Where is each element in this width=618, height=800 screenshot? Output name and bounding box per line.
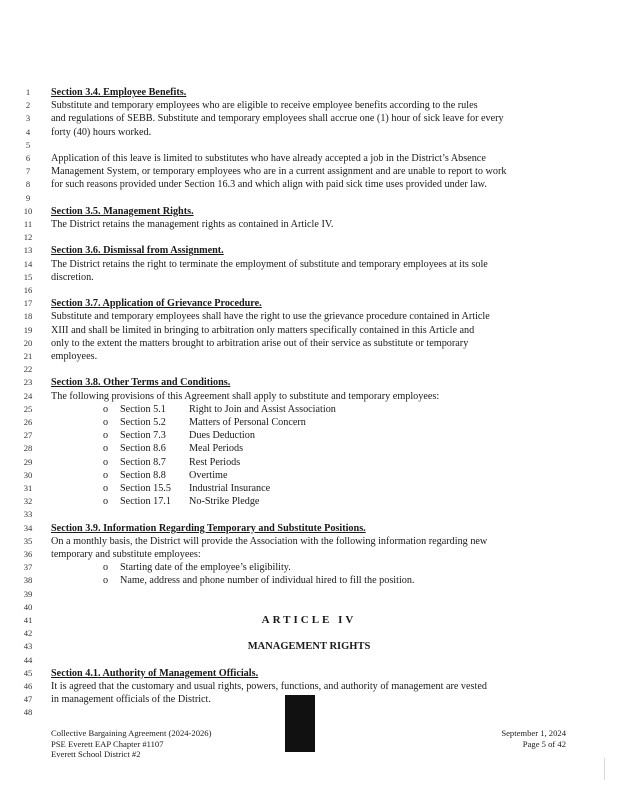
line-number: 42 (23, 628, 33, 639)
document-line (0, 297, 618, 310)
line-number: 34 (23, 522, 33, 533)
document-line (0, 218, 618, 231)
document-line (0, 654, 618, 667)
provision-title: Matters of Personal Concern (189, 417, 306, 428)
body-text: only to the extent the matters brought to arbitration arise out of their service as substitute or temporary (51, 337, 469, 349)
line-number: 19 (23, 324, 33, 335)
provision-section: Section 5.2 (120, 417, 166, 428)
document-line (0, 178, 618, 191)
document-line (0, 231, 618, 244)
document-line (0, 271, 618, 284)
document-line (0, 456, 618, 469)
line-number: 46 (23, 681, 33, 691)
document-line (0, 363, 618, 376)
document-line (0, 627, 618, 640)
bullet-marker: o (103, 562, 109, 574)
document-line (0, 284, 618, 297)
footer-agreement: Collective Bargaining Agreement (2024-2026) (51, 728, 212, 738)
line-number: 40 (23, 601, 33, 612)
document-line (0, 482, 618, 495)
line-number: 16 (23, 285, 33, 295)
footer-chapter: PSE Everett EAP Chapter #1107 (51, 738, 164, 749)
line-number: 7 (25, 166, 31, 177)
document-line (0, 310, 618, 323)
document-line (0, 601, 618, 614)
bullet-text: Starting date of the employee’s eligibility. (120, 562, 291, 574)
line-number: 38 (23, 575, 33, 586)
document-line (0, 205, 618, 218)
document-line (0, 258, 618, 271)
line-number: 41 (23, 615, 33, 625)
footer-district: Everett School District #2 (51, 749, 141, 759)
body-text: forty (40) hours worked. (51, 126, 152, 138)
document-line (0, 165, 618, 178)
line-number: 27 (23, 430, 33, 441)
section-heading: Section 3.4. Employee Benefits. (51, 87, 187, 98)
body-text: in management officials of the District. (51, 694, 211, 706)
document-line (0, 324, 618, 337)
provision-section: Section 5.1 (120, 403, 166, 415)
document-line (0, 495, 618, 508)
document-line (0, 86, 618, 99)
line-number: 21 (23, 351, 33, 361)
document-line (0, 667, 618, 680)
body-text: and regulations of SEBB. Substitute and temporary employees shall accrue one (1) hour of sick leave for every (51, 113, 504, 125)
body-text: employees. (51, 351, 98, 362)
document-line (0, 522, 618, 535)
document-line (0, 192, 618, 205)
line-number: 37 (23, 562, 33, 573)
document-line (0, 640, 618, 653)
line-number: 35 (23, 535, 33, 546)
footer-date: September 1, 2024 (501, 728, 566, 738)
bullet-marker: o (103, 456, 109, 468)
line-number: 31 (23, 483, 33, 493)
body-text: The District retains the management rights as contained in Article IV. (51, 219, 334, 230)
bullet-marker: o (103, 496, 109, 508)
provision-section: Section 8.7 (120, 456, 166, 468)
bullet-marker: o (103, 443, 109, 455)
section-heading: Section 3.8. Other Terms and Conditions. (51, 377, 231, 389)
provision-section: Section 8.8 (120, 469, 166, 481)
document-line (0, 614, 618, 627)
document-line (0, 126, 618, 139)
provision-title: Right to Join and Assist Association (189, 403, 336, 415)
body-text: for such reasons provided under Section 16.3 and which align with paid sick time uses provided under law. (51, 179, 487, 191)
bullet-text: Name, address and phone number of individual hired to fill the position. (120, 575, 415, 587)
provision-section: Section 7.3 (120, 430, 166, 442)
provision-title: Dues Deduction (189, 430, 255, 442)
document-line (0, 112, 618, 125)
line-number: 32 (23, 496, 33, 507)
document-line (0, 390, 618, 403)
line-number: 12 (23, 232, 33, 243)
document-line (0, 548, 618, 561)
provision-title: Meal Periods (189, 443, 244, 455)
document-line (0, 244, 618, 257)
document-line (0, 535, 618, 548)
line-number: 30 (23, 469, 33, 480)
document-line (0, 680, 618, 693)
bullet-marker: o (103, 403, 109, 415)
line-number: 29 (23, 456, 33, 467)
body-text: Application of this leave is limited to substitutes who have already accepted a job in the District’s Absence (51, 153, 486, 164)
line-number: 11 (23, 219, 33, 229)
document-line (0, 350, 618, 363)
line-number: 23 (23, 377, 33, 388)
body-text: The District retains the right to terminate the employment of substitute and temporary employees at its sole (51, 258, 488, 270)
article-subheading: MANAGEMENT RIGHTS (247, 641, 371, 653)
line-number: 25 (23, 403, 33, 414)
line-number: 22 (23, 364, 33, 375)
line-number: 28 (23, 443, 33, 454)
provision-section: Section 17.1 (120, 496, 171, 508)
body-text: The following provisions of this Agreement shall apply to substitute and temporary employees: (51, 390, 440, 402)
document-line (0, 508, 618, 521)
document-line (0, 561, 618, 574)
document-line (0, 403, 618, 416)
line-number: 33 (23, 509, 33, 520)
line-number: 5 (25, 139, 31, 150)
document-line (0, 139, 618, 152)
line-number: 17 (23, 298, 33, 309)
line-number: 47 (23, 694, 33, 705)
section-heading: Section 3.7. Application of Grievance Procedure. (51, 298, 262, 310)
line-number: 13 (23, 245, 33, 256)
line-number: 20 (23, 337, 33, 348)
bullet-marker: o (103, 575, 109, 587)
document-line (0, 376, 618, 389)
line-number: 36 (23, 549, 33, 559)
line-number: 24 (23, 390, 33, 401)
document-line (0, 152, 618, 165)
line-number: 26 (23, 417, 33, 427)
body-text: XIII and shall be limited in bringing to arbitration only matters specifically contained in this Article and (51, 324, 475, 336)
provision-title: No-Strike Pledge (189, 496, 260, 508)
document-line (0, 574, 618, 587)
page-footer (0, 728, 618, 768)
document-line (0, 429, 618, 442)
section-heading: Section 3.9. Information Regarding Temporary and Substitute Positions. (51, 522, 366, 534)
line-number: 3 (25, 113, 31, 124)
line-number: 39 (23, 588, 33, 599)
line-number: 15 (23, 271, 33, 282)
document-line (0, 588, 618, 601)
document-line (0, 99, 618, 112)
line-number: 4 (25, 126, 31, 137)
line-number: 6 (25, 153, 31, 163)
body-text: temporary and substitute employees: (51, 549, 201, 560)
bullet-marker: o (103, 430, 109, 442)
provision-title: Overtime (189, 469, 228, 481)
line-number: 8 (25, 179, 31, 190)
body-text: Substitute and temporary employees who are eligible to receive employee benefits according to the rules (51, 100, 478, 112)
body-text: Substitute and temporary employees shall have the right to use the grievance procedure contained in Article (51, 311, 490, 323)
bullet-marker: o (103, 469, 109, 481)
line-number: 1 (25, 87, 31, 97)
document-line (0, 416, 618, 429)
body-text: Management System, or temporary employees who are in a current assignment and are unable to report to work (51, 166, 507, 178)
line-number: 9 (25, 192, 31, 203)
section-heading: Section 3.6. Dismissal from Assignment. (51, 245, 224, 257)
line-number: 48 (23, 707, 33, 718)
provision-section: Section 15.5 (120, 483, 171, 494)
document-line (0, 337, 618, 350)
line-number: 44 (23, 654, 33, 665)
provision-title: Rest Periods (189, 456, 241, 468)
bullet-marker: o (103, 417, 109, 428)
line-number: 43 (23, 641, 33, 652)
line-number: 18 (23, 311, 33, 322)
provision-section: Section 8.6 (120, 443, 166, 455)
body-text: It is agreed that the customary and usual rights, powers, functions, and authority of management are vested (51, 681, 487, 692)
line-number: 10 (23, 205, 33, 216)
article-heading: ARTICLE IV (261, 614, 357, 626)
bullet-marker: o (103, 483, 109, 494)
provision-title: Industrial Insurance (189, 483, 271, 494)
section-heading: Section 4.1. Authority of Management Officials. (51, 667, 259, 679)
line-number: 14 (23, 258, 33, 269)
body-text: discretion. (51, 271, 94, 283)
document-line (0, 442, 618, 455)
document-line (0, 469, 618, 482)
line-number: 45 (23, 667, 33, 678)
body-text: On a monthly basis, the District will provide the Association with the following information regarding new (51, 535, 488, 547)
section-heading: Section 3.5. Management Rights. (51, 205, 194, 217)
footer-page-number: Page 5 of 42 (522, 738, 566, 749)
line-number: 2 (25, 100, 31, 111)
